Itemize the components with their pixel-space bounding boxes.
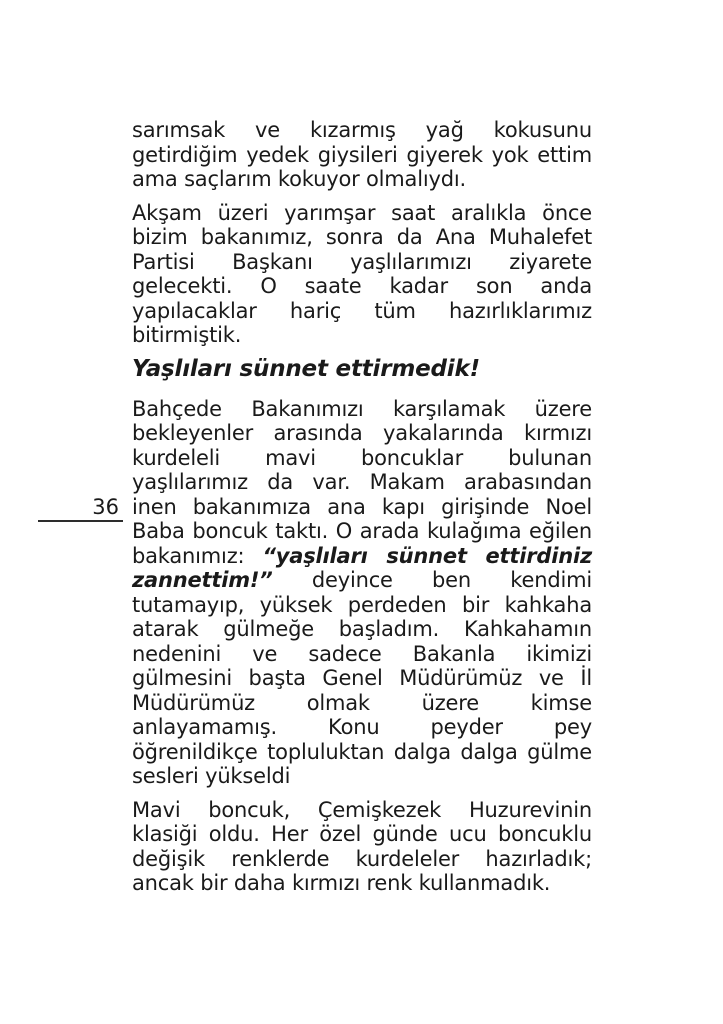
text-segment: ama saçlarım kokuyor olmalıydı. — [132, 167, 466, 191]
emphasis-segment: Yaşlıları sünnet ettirmedik! — [132, 355, 480, 382]
text-line — [132, 847, 592, 872]
paragraph-opening — [132, 118, 592, 192]
text-line — [132, 798, 592, 823]
text-segment: sesleri yükseldi — [132, 764, 291, 788]
text-line — [132, 871, 592, 896]
text-line — [132, 397, 592, 422]
text-line — [132, 167, 592, 192]
text-line — [132, 568, 592, 593]
text-segment: gülmesini başta Genel Müdürümüz ve İl — [132, 666, 592, 690]
emphasis-segment: zannettim!” — [132, 568, 273, 592]
text-line — [132, 519, 592, 544]
text-segment: deyince ben kendimi — [272, 568, 592, 592]
text-line — [132, 143, 592, 168]
text-line — [132, 470, 592, 495]
text-line — [132, 593, 592, 618]
text-line — [132, 740, 592, 765]
emphasis-segment: “yaşlıları sünnet ettirdiniz — [262, 543, 592, 568]
text-line — [132, 421, 592, 446]
text-segment: atarak gülmeğe başladım. Kahkahamın — [132, 617, 592, 641]
text-segment: nedenini ve sadece Bakanla ikimizi — [132, 641, 592, 666]
text-line — [132, 822, 592, 847]
text-segment: ancak bir daha kırmızı renk kullanmadık. — [132, 871, 551, 895]
paragraph-bahcede — [132, 397, 592, 789]
text-segment: bizim bakanımız, sonra da Ana Muhalefet — [132, 225, 592, 249]
text-segment: yaşlılarımız da var. Makam arabasından — [132, 470, 592, 494]
paragraph-mavi-boncuk — [132, 798, 592, 896]
text-segment: bitirmiştik. — [132, 323, 242, 347]
text-segment: klasiği oldu. Her özel günde ucu boncuklu — [132, 822, 592, 846]
text-line — [132, 250, 592, 275]
text-segment: Baba boncuk taktı. O arada kulağıma eğilen — [132, 519, 592, 543]
text-segment: kurdeleli mavi boncuklar bulunan — [132, 445, 592, 470]
text-line — [132, 666, 592, 691]
text-line — [132, 764, 592, 789]
text-line — [132, 446, 592, 471]
text-line — [132, 118, 592, 143]
text-segment: getirdiğim yedek giysileri giyerek yok ettim — [132, 142, 592, 167]
text-segment: tutamayıp, yüksek perdeden bir kahkaha — [132, 592, 592, 617]
text-line — [132, 642, 592, 667]
text-segment: değişik renklerde kurdeleler hazırladık; — [132, 846, 592, 871]
text-segment: Müdürümüz olmak üzere kimse — [132, 690, 592, 715]
text-segment: Mavi boncuk, Çemişkezek Huzurevinin — [132, 797, 592, 822]
text-line — [132, 274, 592, 299]
text-segment: anlayamamış. Konu peyder pey — [132, 715, 592, 739]
text-segment: sarımsak ve kızarmış yağ kokusunu — [132, 118, 592, 142]
text-line — [132, 715, 592, 740]
text-line — [132, 225, 592, 250]
text-line — [132, 495, 592, 520]
text-line — [132, 544, 592, 569]
text-segment: Bahçede Bakanımızı karşılamak üzere — [132, 396, 592, 421]
section-heading — [132, 357, 592, 382]
page-number: 36 — [92, 495, 119, 519]
text-segment: bakanımız: — [132, 543, 263, 568]
paragraph-aksam-uzeri — [132, 201, 592, 348]
text-line — [132, 201, 592, 226]
text-column — [132, 118, 592, 905]
text-line — [132, 323, 592, 348]
text-line — [132, 691, 592, 716]
text-segment: yapılacaklar hariç tüm hazırlıklarımız — [132, 298, 592, 323]
page-number-block — [38, 495, 123, 522]
text-segment: Akşam üzeri yarımşar saat aralıkla önce — [132, 200, 592, 225]
text-segment: inen bakanımıza ana kapı girişinde Noel — [132, 494, 592, 519]
page-number-rule — [38, 520, 123, 522]
text-segment: bekleyenler arasında yakalarında kırmızı — [132, 421, 592, 445]
text-line — [132, 299, 592, 324]
text-line — [132, 357, 592, 382]
text-segment: Partisi Başkanı yaşlılarımızı ziyarete — [132, 249, 592, 274]
text-segment: öğrenildikçe topluluktan dalga dalga gülme — [132, 739, 592, 764]
text-segment: gelecekti. O saate kadar son anda — [132, 274, 592, 298]
text-line — [132, 617, 592, 642]
